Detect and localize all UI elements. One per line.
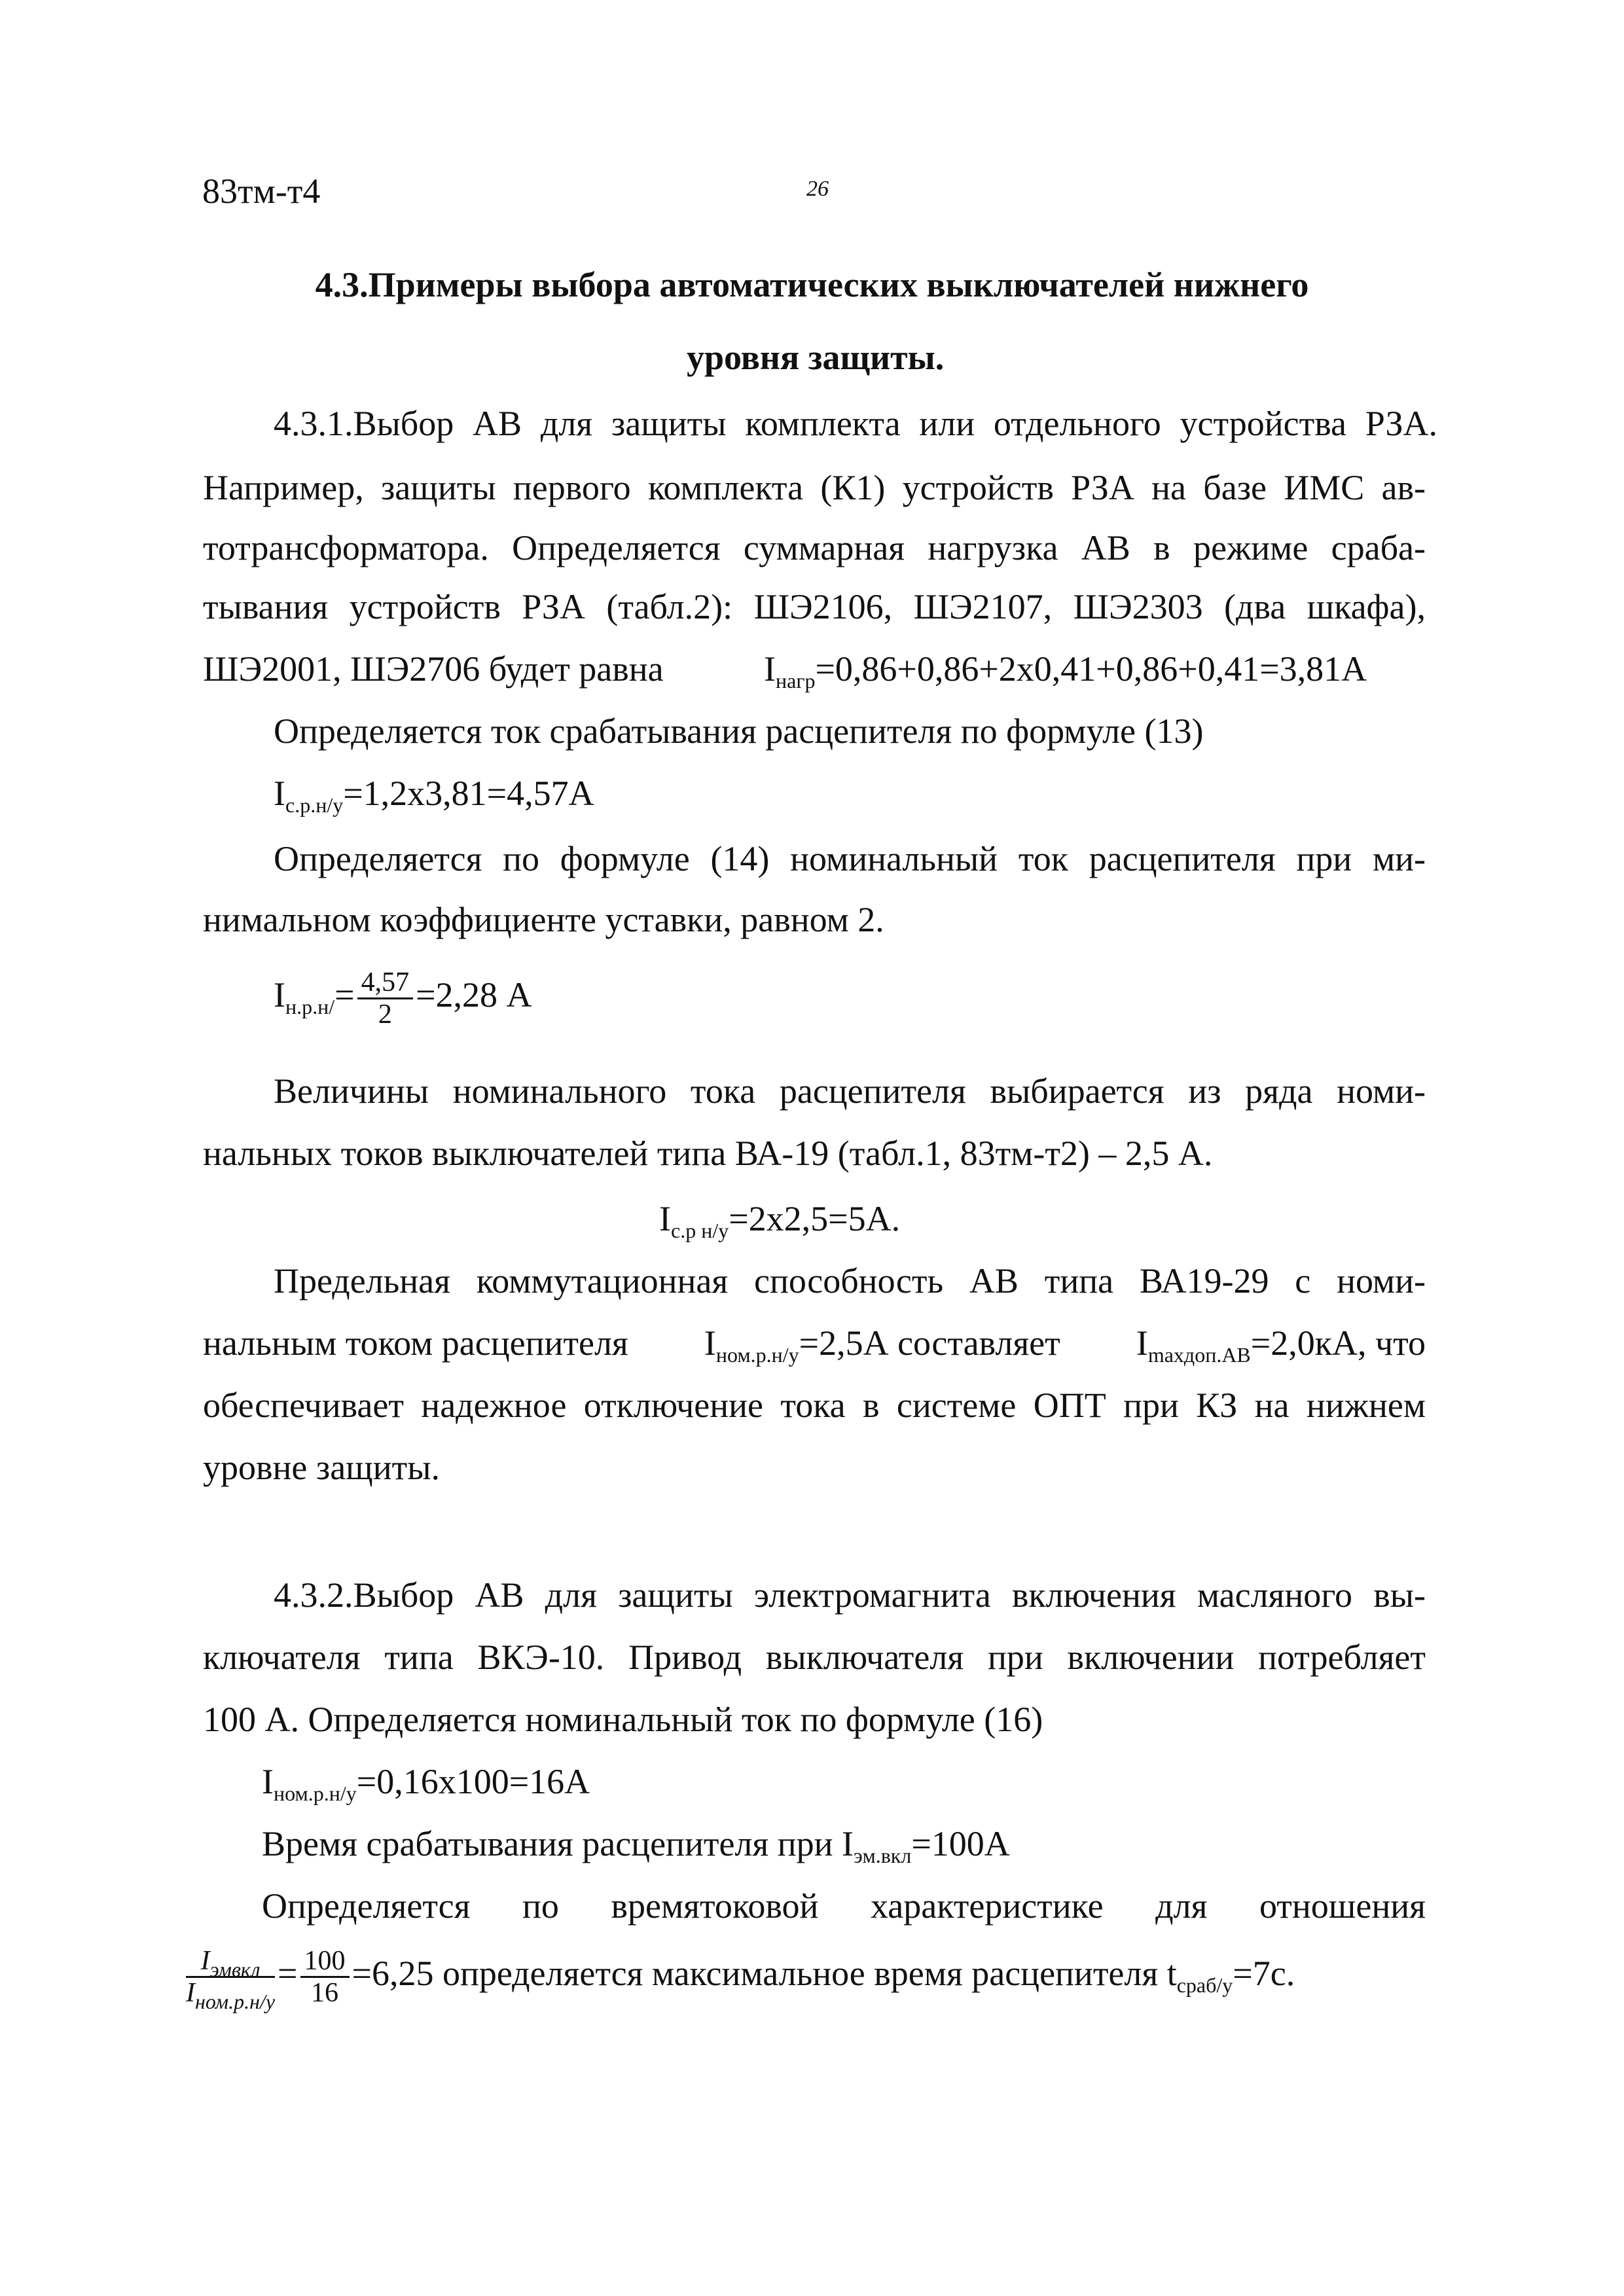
formula-current-ratio: $\frac{I_{эмвкл}}{I_{ном.р.н/у}}$ = $\frac{100}{16}$ =6,25 определяется максимальное время расцепителя $t_{сраб/у}=7с$. [186, 1946, 1295, 2014]
formula-em-nominal-current: $I_{ном.р.н/у}=0,16х100=16А$ [262, 1762, 590, 1806]
formula-load-current: $I_{нагр}=0,86+0,86+2х0,41+0,86+0,41=3,81А$ [764, 649, 1367, 693]
formula-trip-current: $I_{с.р.н/у}=1,2х3,81=4,57А$ [274, 774, 594, 817]
s432-line2: ключателя типа ВКЭ-10. Привод выключателя при включении потребляет [203, 1638, 1426, 1677]
s431-line2: Например, защиты первого комплекта (К1) устройств РЗА на базе ИМС ав- [203, 468, 1426, 507]
s431-line5: ШЭ2001, ШЭ2706 будет равна [203, 649, 664, 689]
s431-line7: Определяется по формуле (14) номинальный ток расцепителя при ми- [274, 839, 1426, 878]
s431-line13: обеспечивает надежное отключение тока в системе ОПТ при КЗ на нижнем [203, 1386, 1426, 1425]
s431-line8: нимальном коэффициенте уставки, равном 2. [203, 900, 884, 939]
doc-code: 83тм-т4 [202, 171, 321, 211]
s431-line9: Величины номинального тока расцепителя выбирается из ряда номи- [274, 1071, 1426, 1111]
formula-nominal-current: $I_{н.р.н/}=$ $\frac{4,57}{2}$ =2,28 А [274, 967, 532, 1030]
s431-line10: нальных токов выключателей типа ВА-19 (табл.1, 83тм-т2) – 2,5 А. [203, 1134, 1213, 1173]
s432-line1: 4.3.2.Выбор АВ для защиты электромагнита включения масляного вы- [274, 1575, 1426, 1615]
s432-line5: Определяется по времятоковой характеристике для отношения [262, 1886, 1426, 1926]
s432-line4: Время срабатывания расцепителя при $I_{эм.вкл}=100А$ [262, 1824, 1010, 1868]
s431-line4: тывания устройств РЗА (табл.2): ШЭ2106, ШЭ2107, ШЭ2303 (два шкафа), [203, 587, 1426, 626]
s431-line14: уровне защиты. [203, 1448, 441, 1487]
section-heading-line2: уровня защиты. [687, 338, 945, 377]
s431-line6: Определяется ток срабатывания расцепителя по формуле (13) [274, 711, 1204, 751]
s431-line3: тотрансформатора. Определяется суммарная нагрузка АВ в режиме сраба- [203, 528, 1426, 567]
s431-line11: Предельная коммутационная способность АВ типа ВА19-29 с номи- [274, 1261, 1426, 1300]
s432-line3: 100 А. Определяется номинальный ток по формуле (16) [203, 1700, 1043, 1739]
page-number: 26 [806, 177, 829, 201]
s431-line12: нальным током расцепителя $I_{ном.р.н/у}=2,5А$ составляет $I_{maxдоп.АВ}=2,0кА$, что [203, 1323, 1426, 1367]
section-heading-line1: 4.3.Примеры выбора автоматических выключателей нижнего [315, 265, 1309, 304]
formula-setting-current: $I_{с.р н/у}=2х2,5=5А$. [659, 1199, 901, 1243]
s431-line1: 4.3.1.Выбор АВ для защиты комплекта или отдельного устройства РЗА. [274, 404, 1437, 443]
